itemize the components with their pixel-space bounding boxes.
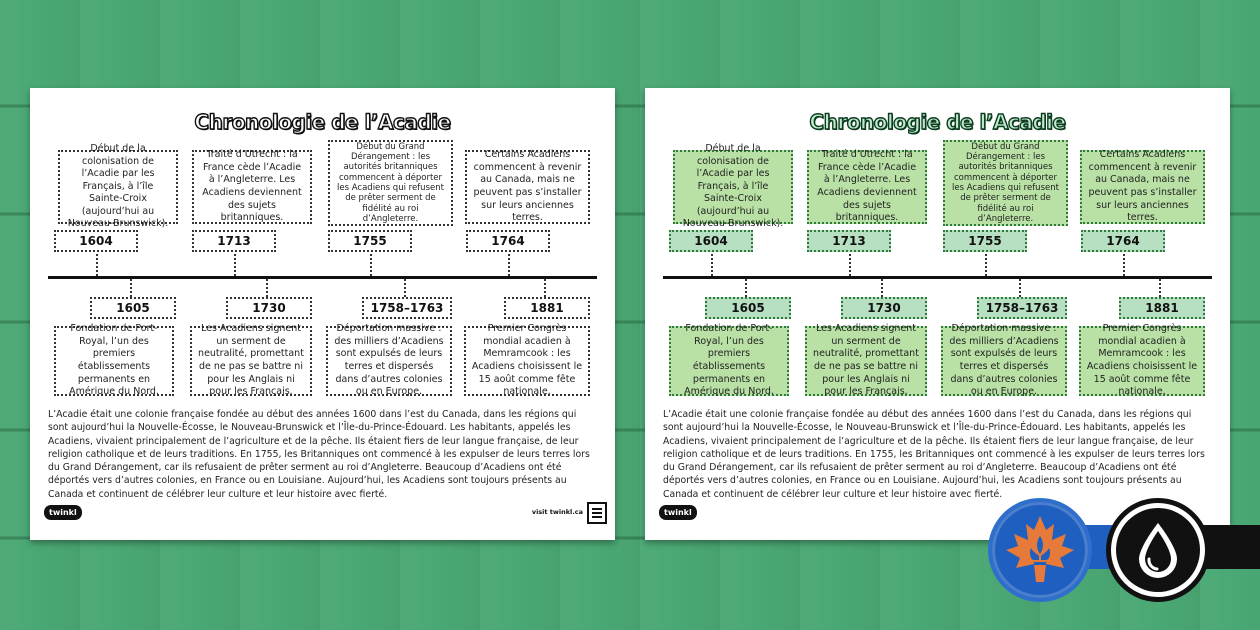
tick-1713 [849, 254, 851, 276]
worksheet-color [645, 88, 1230, 540]
year-1881: 1881 [1119, 297, 1205, 319]
tick-1713 [234, 254, 236, 276]
tick-1758 [404, 279, 406, 297]
worksheet-bw [30, 88, 615, 540]
year-1604: 1604 [669, 230, 753, 252]
tick-1604 [96, 254, 98, 276]
event-box-1605: Fondation de Port-Royal, l’un des premiers établissements permanents en Amérique du Nord. [669, 326, 789, 396]
event-box-1604: Début de la colonisation de l’Acadie par les Français, à l’île Sainte-Croix (aujourd’hui au Nouveau-Brunswick). [673, 150, 793, 224]
event-box-1755: Début du Grand Dérangement : les autorités britanniques commencent à déporter les Acadiens qui refusent de prêter serment de fidélité au roi d’Angleterre. [328, 140, 453, 226]
document-stamp-icon [587, 502, 607, 524]
tick-1764 [1123, 254, 1125, 276]
tick-1764 [508, 254, 510, 276]
year-1713: 1713 [807, 230, 891, 252]
year-1730: 1730 [226, 297, 312, 319]
ink-drop-icon [1106, 498, 1210, 602]
summary-paragraph: L’Acadie était une colonie française fondée au début des années 1600 dans l’est du Canada, dans les régions qui sont aujourd’hui la Nouvelle-Écosse, le Nouveau-Brunswick et l’Île-du-Prince-Édouard. Les habitants, appelés les Acadiens, vivaient principalement de l’agriculture et de la pêche. Ils étaient fiers de leur langue française, de leur religion catholique et de leurs traditions. En 1755, les Britanniques ont commencé à les expulser de leurs terres lors du Grand Dérangement, car ils refusaient de prêter serment au roi d’Angleterre. Beaucoup d’Acadiens ont été déportés vers d’autres colonies, en France ou en Louisiane. Aujourd’hui, les Acadiens sont toujours présents au Canada et continuent de célébrer leur culture et leur histoire avec fierté. [48, 409, 590, 500]
event-box-1881: Premier Congrès mondial acadien à Memramcook : les Acadiens choisissent le 15 août comme fête nationale. [1079, 326, 1205, 396]
event-box-1713: Traité d’Utrecht : la France cède l’Acadie à l’Angleterre. Les Acadiens deviennent des sujets britanniques. [192, 150, 312, 224]
tick-1730 [266, 279, 268, 297]
fleur-de-lis-maple-icon [988, 498, 1092, 602]
event-box-1764: Certains Acadiens commencent à revenir au Canada, mais ne peuvent pas s’installer sur leurs anciennes terres. [1080, 150, 1205, 224]
tick-1881 [1159, 279, 1161, 297]
summary-paragraph: L’Acadie était une colonie française fondée au début des années 1600 dans l’est du Canada, dans les régions qui sont aujourd’hui la Nouvelle-Écosse, le Nouveau-Brunswick et l’Île-du-Prince-Édouard. Les habitants, appelés les Acadiens, vivaient principalement de l’agriculture et de la pêche. Ils étaient fiers de leur langue française, de leur religion catholique et de leurs traditions. En 1755, les Britanniques ont commencé à les expulser de leurs terres lors du Grand Dérangement, car ils refusaient de prêter serment au roi d’Angleterre. Beaucoup d’Acadiens ont été déportés vers d’autres colonies, en France ou en Louisiane. Aujourd’hui, les Acadiens sont toujours présents au Canada et continuent de célébrer leur culture et leur histoire avec fierté. [663, 409, 1205, 500]
event-box-1755: Début du Grand Dérangement : les autorités britanniques commencent à déporter les Acadiens qui refusent de prêter serment de fidélité au roi d’Angleterre. [943, 140, 1068, 226]
event-box-1713: Traité d’Utrecht : la France cède l’Acadie à l’Angleterre. Les Acadiens deviennent des sujets britanniques. [807, 150, 927, 224]
year-1764: 1764 [1081, 230, 1165, 252]
event-box-1730: Les Acadiens signent un serment de neutralité, promettant de ne pas se battre ni pour les Anglais ni pour les Français. [190, 326, 312, 396]
year-1730: 1730 [841, 297, 927, 319]
year-1881: 1881 [504, 297, 590, 319]
maple-leaf-icon [1000, 510, 1080, 590]
year-1605: 1605 [705, 297, 791, 319]
twinkl-logo: twinkl [44, 505, 82, 520]
tick-1755 [985, 254, 987, 276]
event-box-1605: Fondation de Port-Royal, l’un des premiers établissements permanents en Amérique du Nord. [54, 326, 174, 396]
tick-1605 [745, 279, 747, 297]
event-box-1604: Début de la colonisation de l’Acadie par les Français, à l’île Sainte-Croix (aujourd’hui au Nouveau-Brunswick). [58, 150, 178, 224]
year-1758-1763: 1758–1763 [977, 297, 1067, 319]
tick-1755 [370, 254, 372, 276]
event-box-1764: Certains Acadiens commencent à revenir au Canada, mais ne peuvent pas s’installer sur leurs anciennes terres. [465, 150, 590, 224]
tick-1605 [130, 279, 132, 297]
year-1755: 1755 [328, 230, 412, 252]
year-1604: 1604 [54, 230, 138, 252]
year-1755: 1755 [943, 230, 1027, 252]
year-1605: 1605 [90, 297, 176, 319]
year-1764: 1764 [466, 230, 550, 252]
tick-1881 [544, 279, 546, 297]
event-box-1730: Les Acadiens signent un serment de neutralité, promettant de ne pas se battre ni pour les Anglais ni pour les Français. [805, 326, 927, 396]
worksheet-title: Chronologie de l’Acadie [194, 110, 451, 134]
year-1713: 1713 [192, 230, 276, 252]
visit-link: visit twinkl.ca [531, 508, 583, 516]
event-box-1881: Premier Congrès mondial acadien à Memramcook : les Acadiens choisissent le 15 août comme fête nationale. [464, 326, 590, 396]
tick-1604 [711, 254, 713, 276]
twinkl-logo: twinkl [659, 505, 697, 520]
year-1758-1763: 1758–1763 [362, 297, 452, 319]
tick-1758 [1019, 279, 1021, 297]
event-box-1758-1763: Déportation massive : des milliers d’Acadiens sont expulsés de leurs terres et dispersés dans d’autres colonies ou en Europe. [326, 326, 452, 396]
drop-icon [1135, 521, 1181, 579]
worksheet-title: Chronologie de l’Acadie [809, 110, 1066, 134]
event-box-1758-1763: Déportation massive : des milliers d’Acadiens sont expulsés de leurs terres et dispersés dans d’autres colonies ou en Europe. [941, 326, 1067, 396]
tick-1730 [881, 279, 883, 297]
